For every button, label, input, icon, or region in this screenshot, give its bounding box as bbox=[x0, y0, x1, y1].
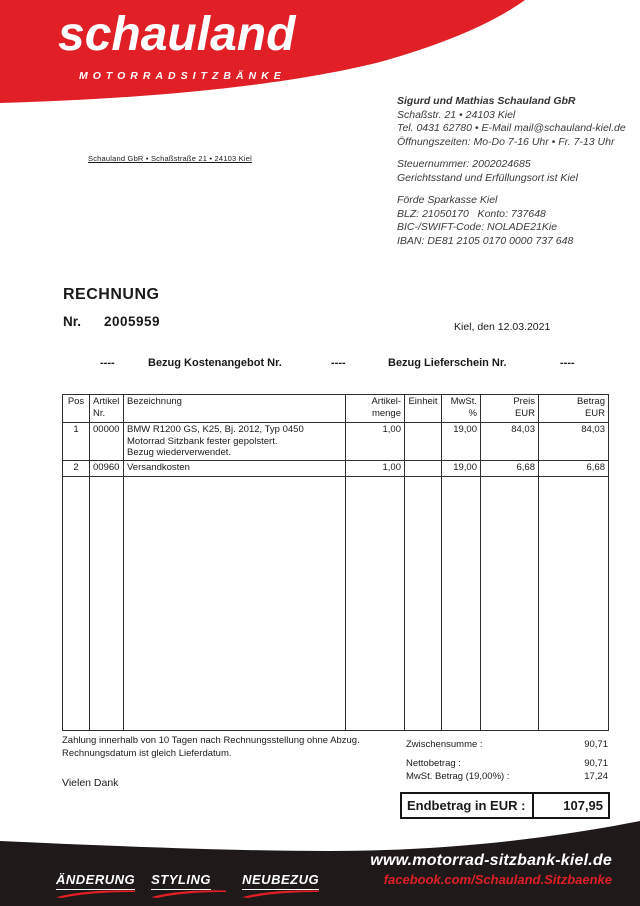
website-url: www.motorrad-sitzbank-kiel.de bbox=[370, 852, 612, 869]
table-cell-mwst: 19,00 bbox=[442, 460, 481, 476]
footer-links bbox=[370, 851, 612, 888]
bank-bic: BIC-/SWIFT-Code: NOLADE21Kie bbox=[397, 221, 558, 233]
table-header-cell: MwSt. % bbox=[442, 395, 481, 423]
ref-dash: ---- bbox=[331, 357, 346, 369]
red-swoosh-icon bbox=[151, 889, 226, 898]
bank-iban: IBAN: DE81 2105 0170 0000 737 648 bbox=[397, 234, 574, 247]
vat-value: 17,24 bbox=[584, 771, 608, 782]
ref-quote-label: Bezug Kostenangebot Nr. bbox=[148, 357, 282, 369]
net-label: Nettobetrag : bbox=[406, 758, 461, 769]
bank-name: Förde Sparkasse Kiel bbox=[397, 194, 498, 206]
table-filler-cell bbox=[346, 476, 405, 730]
sender-address-line: Schauland GbR • Schaßstraße 21 • 24103 Kiel bbox=[88, 154, 252, 163]
company-jurisdiction: Gerichtsstand und Erfüllungsort ist Kiel bbox=[397, 171, 578, 184]
table-head bbox=[63, 395, 609, 423]
table-cell-artikel: 00000 bbox=[90, 423, 124, 461]
table-row bbox=[63, 460, 609, 476]
table-header-cell: Artikel- menge bbox=[346, 395, 405, 423]
table-filler-cell bbox=[63, 476, 90, 730]
table-cell-menge: 1,00 bbox=[346, 460, 405, 476]
facebook-url: facebook.com/Schauland.Sitzbaenke bbox=[383, 872, 612, 887]
company-info-block bbox=[397, 95, 633, 257]
thank-you-note: Vielen Dank bbox=[62, 777, 119, 789]
table-cell-preis: 84,03 bbox=[481, 423, 539, 461]
company-logo: schauland bbox=[58, 8, 296, 61]
table-row bbox=[63, 423, 609, 461]
footer-service bbox=[242, 871, 319, 898]
table-header-cell: Artikel Nr. bbox=[90, 395, 124, 423]
table-filler-cell bbox=[405, 476, 442, 730]
table-filler-cell bbox=[481, 476, 539, 730]
table-filler-cell bbox=[539, 476, 609, 730]
table-header-row bbox=[63, 395, 609, 423]
table-filler-cell bbox=[442, 476, 481, 730]
table-cell-menge: 1,00 bbox=[346, 423, 405, 461]
subtotal-value: 90,71 bbox=[584, 739, 608, 750]
invoice-number-label: Nr. bbox=[63, 314, 82, 329]
table-filler-cell bbox=[124, 476, 346, 730]
table-cell-bezeichnung: Versandkosten bbox=[124, 460, 346, 476]
table-filler-row bbox=[63, 476, 609, 730]
document-title: RECHNUNG bbox=[63, 286, 160, 303]
invoice-number: 2005959 bbox=[104, 314, 161, 329]
table-header-cell: Pos bbox=[63, 395, 90, 423]
footer-service bbox=[151, 871, 226, 898]
payment-terms-line1: Zahlung innerhalb von 10 Tagen nach Rechnungsstellung ohne Abzug. bbox=[62, 735, 360, 746]
net-value: 90,71 bbox=[584, 758, 608, 769]
table-cell-betrag: 6,68 bbox=[539, 460, 609, 476]
table-cell-mwst: 19,00 bbox=[442, 423, 481, 461]
table-header-cell: Betrag EUR bbox=[539, 395, 609, 423]
footer-service-label: ÄNDERUNG bbox=[56, 872, 135, 890]
ref-dash: ---- bbox=[100, 357, 115, 369]
footer-service-label: STYLING bbox=[151, 872, 211, 890]
table-cell-betrag: 84,03 bbox=[539, 423, 609, 461]
logo-tagline: MOTORRADSITZBÄNKE bbox=[79, 70, 286, 82]
footer-service-label: NEUBEZUG bbox=[242, 872, 319, 890]
table-header-cell: Einheit bbox=[405, 395, 442, 423]
red-swoosh-icon bbox=[242, 889, 319, 898]
subtotal-label: Zwischensumme : bbox=[406, 739, 483, 750]
table-cell-einheit bbox=[405, 423, 442, 461]
table-header-cell: Preis EUR bbox=[481, 395, 539, 423]
table-cell-artikel: 00960 bbox=[90, 460, 124, 476]
company-address: Schaßstr. 21 • 24103 Kiel bbox=[397, 108, 516, 121]
table-header-cell: Bezeichnung bbox=[124, 395, 346, 423]
table-cell-preis: 6,68 bbox=[481, 460, 539, 476]
footer-service bbox=[56, 871, 135, 898]
line-items-table bbox=[62, 394, 609, 731]
ref-dash: ---- bbox=[560, 357, 575, 369]
payment-terms bbox=[62, 734, 360, 760]
company-name: Sigurd und Mathias Schauland GbR bbox=[397, 95, 576, 107]
ref-delivery-label: Bezug Lieferschein Nr. bbox=[388, 357, 507, 369]
company-tax-number: Steuernummer: 2002024685 bbox=[397, 158, 531, 170]
company-hours: Öffnungszeiten: Mo-Do 7-16 Uhr • Fr. 7-13 Uhr bbox=[397, 135, 615, 148]
table-cell-bezeichnung: BMW R1200 GS, K25, Bj. 2012, Typ 0450 Motorrad Sitzbank fester gepolstert. Bezug wiederverwendet. bbox=[124, 423, 346, 461]
table-cell-einheit bbox=[405, 460, 442, 476]
table-body bbox=[63, 423, 609, 731]
table-cell-pos: 2 bbox=[63, 460, 90, 476]
place-and-date: Kiel, den 12.03.2021 bbox=[454, 321, 551, 333]
red-swoosh-icon bbox=[56, 889, 135, 898]
grand-total-value: 107,95 bbox=[563, 798, 603, 813]
footer-services bbox=[56, 871, 319, 898]
grand-total-label: Endbetrag in EUR : bbox=[402, 794, 534, 817]
vat-label: MwSt. Betrag (19,00%) : bbox=[406, 771, 510, 782]
table-cell-pos: 1 bbox=[63, 423, 90, 461]
payment-terms-line2: Rechnungsdatum ist gleich Lieferdatum. bbox=[62, 748, 232, 759]
table-filler-cell bbox=[90, 476, 124, 730]
company-contact: Tel. 0431 62780 • E-Mail mail@schauland-kiel.de bbox=[397, 122, 626, 134]
bank-codes: BLZ: 21050170 Konto: 737648 bbox=[397, 207, 546, 220]
